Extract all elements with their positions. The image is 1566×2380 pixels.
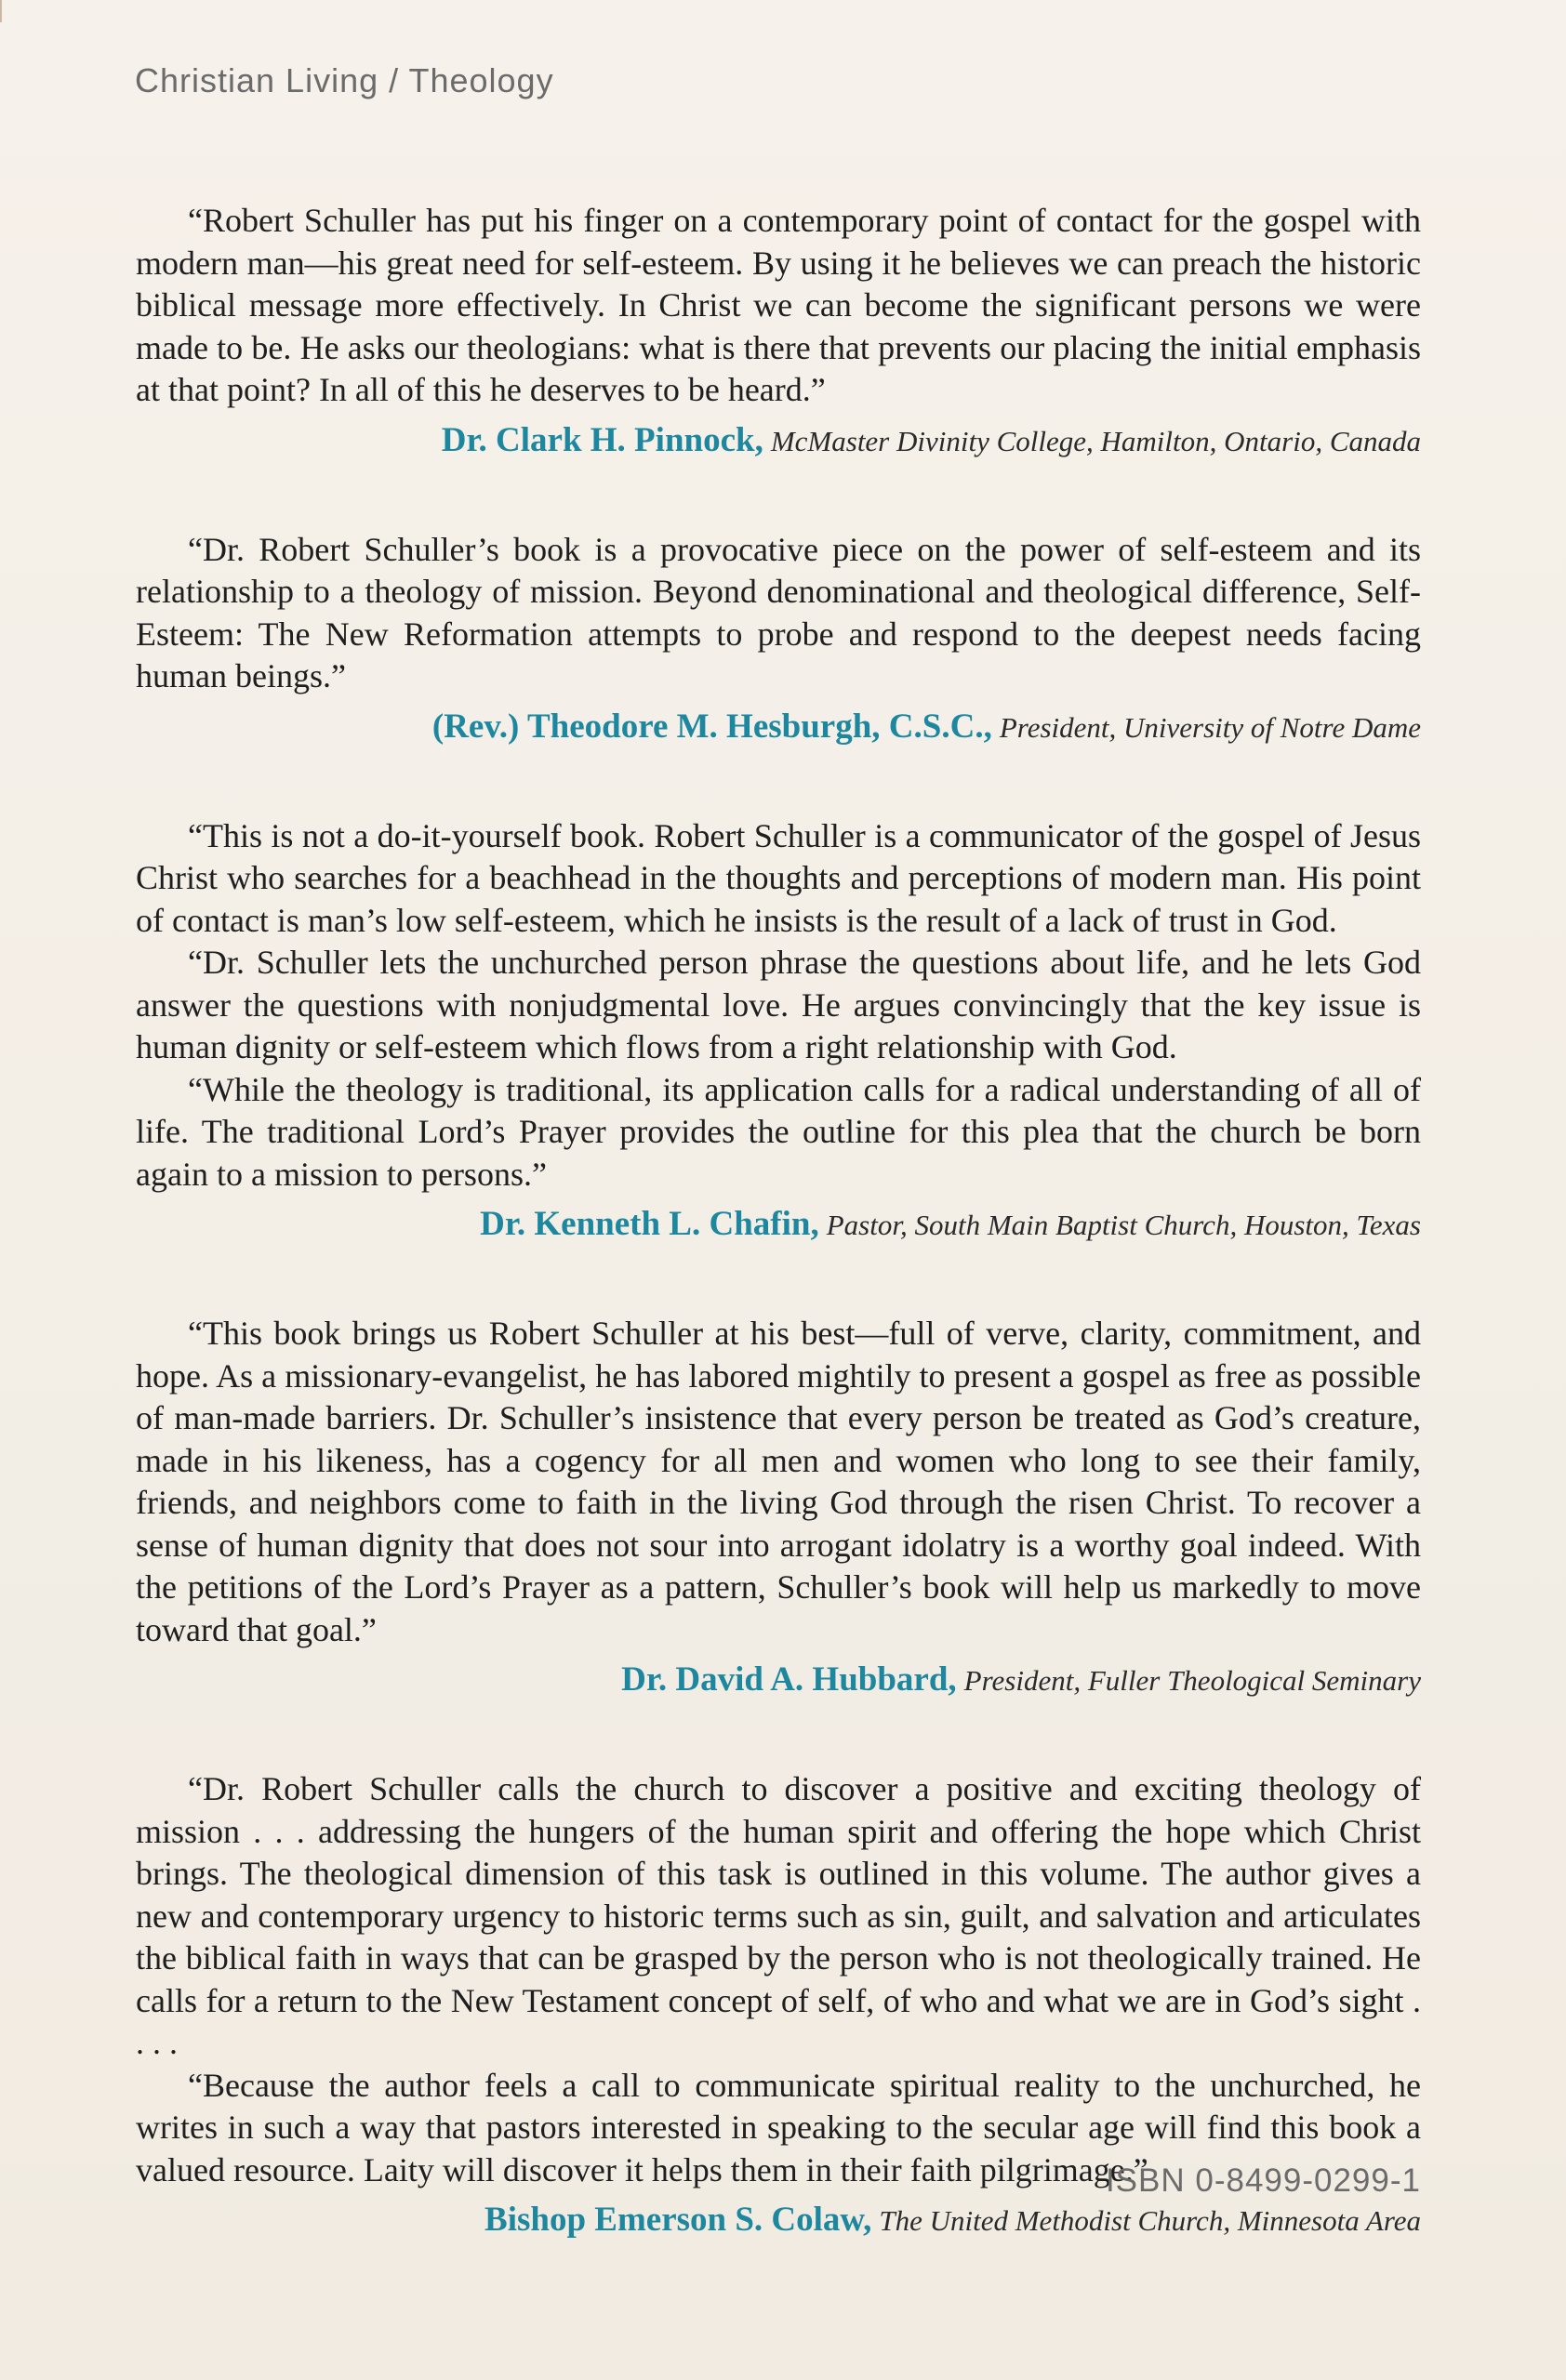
quote-paragraph: “This is not a do-it-yourself book. Robert Schuller is a communicator of the gospel of Jesus Christ who searches for a beachhead in the thoughts and perceptions of modern man. His point of contact is man’s low self-esteem, which he insists is the result of a lack of trust in God. <box>136 816 1421 939</box>
category-label: Christian Living / Theology <box>135 61 554 99</box>
quote-paragraph: “Robert Schuller has put his finger on a contemporary point of contact for the gospel with modern man—his great need for self-esteem. By using it he believes we can preach the historic biblical message more effectively. In Christ we can become the significant persons we were made to be. He asks our theologians: what is there that prevents our placing the initial emphasis at that point? In all of this he deserves to be heard.” <box>136 202 1421 408</box>
quote-paragraph: “While the theology is traditional, its application calls for a radical understanding of all of life. The traditional Lord’s Prayer provides the outline for this plea that the church be born again to a mission to persons.” <box>136 1070 1421 1193</box>
corner-crease <box>0 0 15 22</box>
quote-paragraph: “Because the author feels a call to communicate spiritual reality to the unchurched, he writes in such a way that pastors interested in speaking to the secular age will find this book a valued resource. Laity will discover it helps them in their faith pilgrimage.” <box>136 2066 1421 2188</box>
endorsement-hesburgh <box>136 529 1421 749</box>
endorser-name: Dr. Kenneth L. Chafin, <box>480 1205 819 1243</box>
quote-paragraph: “Dr. Robert Schuller’s book is a provocative piece on the power of self-esteem and its relationship to a theology of mission. Beyond denominational and theological difference, Self-Esteem: The New Reformation attempts to probe and respond to the deepest needs facing human beings.” <box>136 530 1421 694</box>
endorser-title: McMaster Divinity College, Hamilton, Ontario, Canada <box>770 424 1421 457</box>
endorser-title: President, University of Notre Dame <box>999 710 1421 744</box>
attribution <box>136 706 1421 749</box>
attribution <box>136 1203 1421 1247</box>
endorsement-hubbard <box>136 1313 1421 1702</box>
endorser-name: Bishop Emerson S. Colaw, <box>484 2201 872 2239</box>
endorser-title: Pastor, South Main Baptist Church, Houston, Texas <box>826 1209 1421 1241</box>
attribution <box>136 1659 1421 1702</box>
endorser-title: President, Fuller Theological Seminary <box>963 1664 1421 1697</box>
endorser-name: Dr. David A. Hubbard, <box>621 1660 957 1699</box>
quote-paragraph: “Dr. Schuller lets the unchurched person phrase the questions about life, and he lets God answer the questions with nonjudgmental love. He argues convincingly that the key issue is human dignity or self-esteem which flows from a right relationship with God. <box>136 944 1421 1065</box>
endorser-title: The United Methodist Church, Minnesota Area <box>879 2204 1421 2237</box>
isbn-label: ISBN 0-8499-0299-1 <box>1105 2162 1421 2199</box>
endorsement-pinnock <box>136 200 1421 463</box>
endorsements-list <box>136 200 1421 2308</box>
quote-paragraph: “This book brings us Robert Schuller at his best—full of verve, clarity, commitment, and hope. As a missionary-evangelist, he has labored mightily to present a gospel as free as possible of man-made barriers. Dr. Schuller’s insistence that every person be treated as God’s creature, made in his likeness, has a cogency for all men and women who long to see their family, friends, and neighbors come to faith in the living God through the risen Christ. To recover a sense of human dignity that does not sour into arrogant idolatry is a worthy goal indeed. With the petitions of the Lord’s Prayer as a pattern, Schuller’s book will help us markedly to move toward that goal.” <box>136 1315 1421 1648</box>
attribution <box>136 2199 1421 2242</box>
endorser-name: Dr. Clark H. Pinnock, <box>441 420 763 459</box>
endorser-name: (Rev.) Theodore M. Hesburgh, C.S.C., <box>431 707 992 746</box>
attribution <box>136 419 1421 463</box>
endorsement-chafin <box>136 815 1421 1248</box>
quote-paragraph: “Dr. Robert Schuller calls the church to discover a positive and exciting theology of mission . . . addressing the hungers of the human spirit and offering the hope which Christ brings. The theological dimension of this task is outlined in this volume. The author gives a new and contemporary urgency to historic terms such as sin, guilt, and salvation and articulates the biblical faith in ways that can be grasped by the person who is not theologically trained. He calls for a return to the New Testament concept of self, of who and what we are in God’s sight . . . . <box>136 1770 1421 2061</box>
